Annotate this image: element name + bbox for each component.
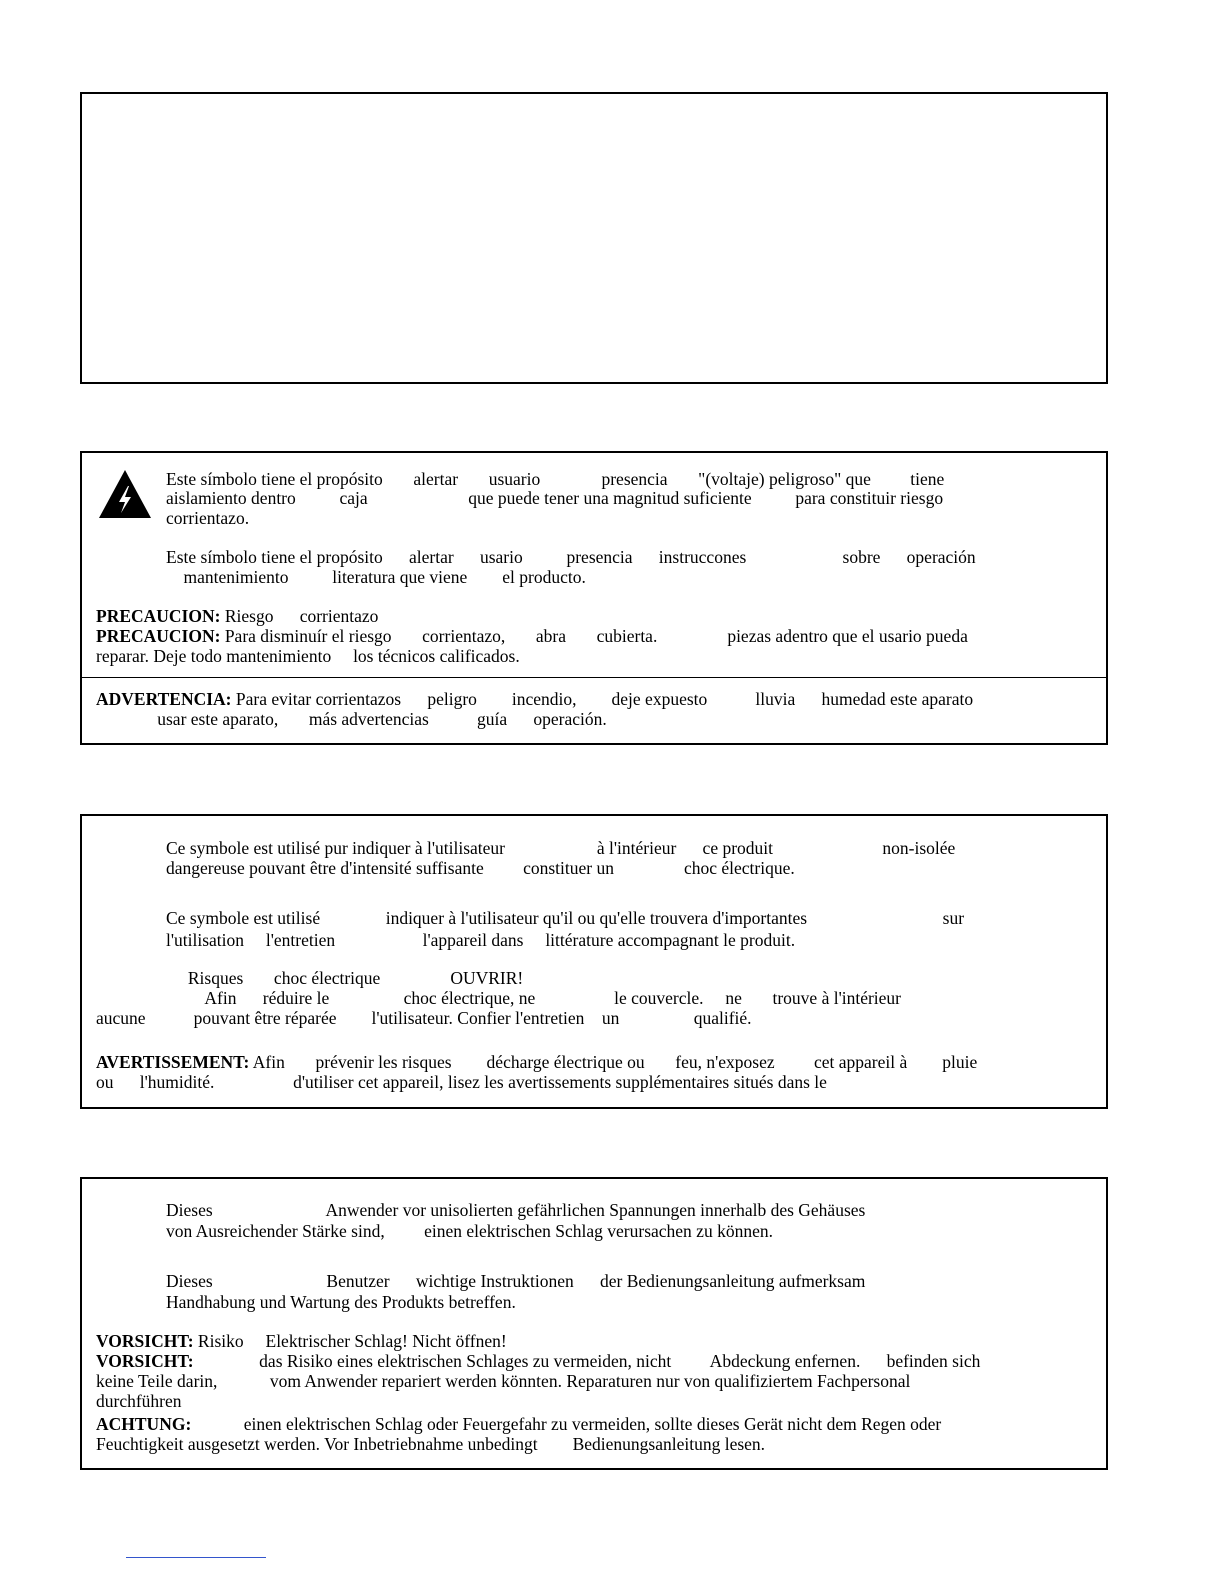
lightning-warning-icon [98, 469, 152, 519]
es-caution3: reparar. Deje todo mantenimiento los técnicos calificados. [96, 646, 520, 666]
de-caution1: VORSICHT: Risiko Elektrischer Schlag! Nicht öffnen! [96, 1331, 507, 1351]
es-warning2: usar este aparato, más advertencias guía operación. [96, 709, 607, 729]
de-caution3: keine Teile darin, vom Anwender repariert werden könnten. Reparaturen nur von qualifiziertem Fachpersonal [96, 1371, 911, 1391]
es-line1: Este símbolo tiene el propósito alertar usuario presencia "(voltaje) peligroso" que tiene [166, 469, 945, 489]
es-divider [82, 677, 1106, 678]
es-warning1: ADVERTENCIA: Para evitar corrientazos peligro incendio, deje expuesto lluvia humedad este aparato [96, 689, 974, 709]
fr-caution1: Risques choc électrique OUVRIR! [96, 968, 524, 988]
fr-line2: dangereuse pouvant être d'intensité suffisante constituer un choc électrique. [166, 858, 795, 878]
es-line4: Este símbolo tiene el propósito alertar usario presencia instruccones sobre operación [166, 547, 976, 567]
de-warning2: Feuchtigkeit ausgesetzt werden. Vor Inbetriebnahme unbedingt Bedienungsanleitung lesen. [96, 1434, 766, 1454]
es-caution2: PRECAUCION: Para disminuír el riesgo corrientazo, abra cubierta. piezas adentro que el usario pueda [96, 626, 968, 646]
de-warning1: ACHTUNG: einen elektrischen Schlag oder Feuergefahr zu vermeiden, sollte dieses Gerät nicht dem Regen oder [96, 1414, 942, 1434]
footer-rule [126, 1557, 266, 1558]
french-safety-notice [80, 814, 1108, 1109]
fr-caution3: aucune pouvant être réparée l'utilisateur. Confier l'entretien un qualifié. [96, 1008, 752, 1028]
fr-warning2: ou l'humidité. d'utiliser cet appareil, lisez les avertissements supplémentaires situés dans le [96, 1072, 827, 1092]
fr-line3: Ce symbole est utilisé indiquer à l'utilisateur qu'il ou qu'elle trouvera d'importantes sur [166, 908, 965, 928]
es-line5: mantenimiento literatura que viene el producto. [166, 567, 586, 587]
fr-caution2: Afin réduire le choc électrique, ne le couvercle. ne trouve à l'intérieur [96, 988, 901, 1008]
de-caution4: durchführen [96, 1391, 182, 1411]
german-safety-notice [80, 1177, 1108, 1470]
de-line4: Handhabung und Wartung des Produkts betreffen. [166, 1292, 516, 1312]
de-line2: von Ausreichender Stärke sind, einen elektrischen Schlag verursachen zu können. [166, 1221, 773, 1241]
empty-notice-box [80, 92, 1108, 384]
es-caution1: PRECAUCION: Riesgo corrientazo [96, 606, 379, 626]
spanish-safety-notice [80, 451, 1108, 745]
es-line2: aislamiento dentro caja que puede tener una magnitud suficiente para constituir riesgo [166, 488, 944, 508]
de-line1: Dieses Anwender vor unisolierten gefährlichen Spannungen innerhalb des Gehäuses [166, 1200, 866, 1220]
de-line3: Dieses Benutzer wichtige Instruktionen der Bedienungsanleitung aufmerksam [166, 1271, 866, 1291]
fr-line4: l'utilisation l'entretien l'appareil dans littérature accompagnant le produit. [166, 930, 796, 950]
de-caution2: VORSICHT: das Risiko eines elektrischen Schlages zu vermeiden, nicht Abdeckung enfernen. befinden sich [96, 1351, 981, 1371]
es-line3: corrientazo. [166, 508, 250, 528]
fr-line1: Ce symbole est utilisé pur indiquer à l'utilisateur à l'intérieur ce produit non-isolée [166, 838, 956, 858]
fr-warning1: AVERTISSEMENT: Afin prévenir les risques décharge électrique ou feu, n'exposez cet appareil à pluie [96, 1052, 978, 1072]
